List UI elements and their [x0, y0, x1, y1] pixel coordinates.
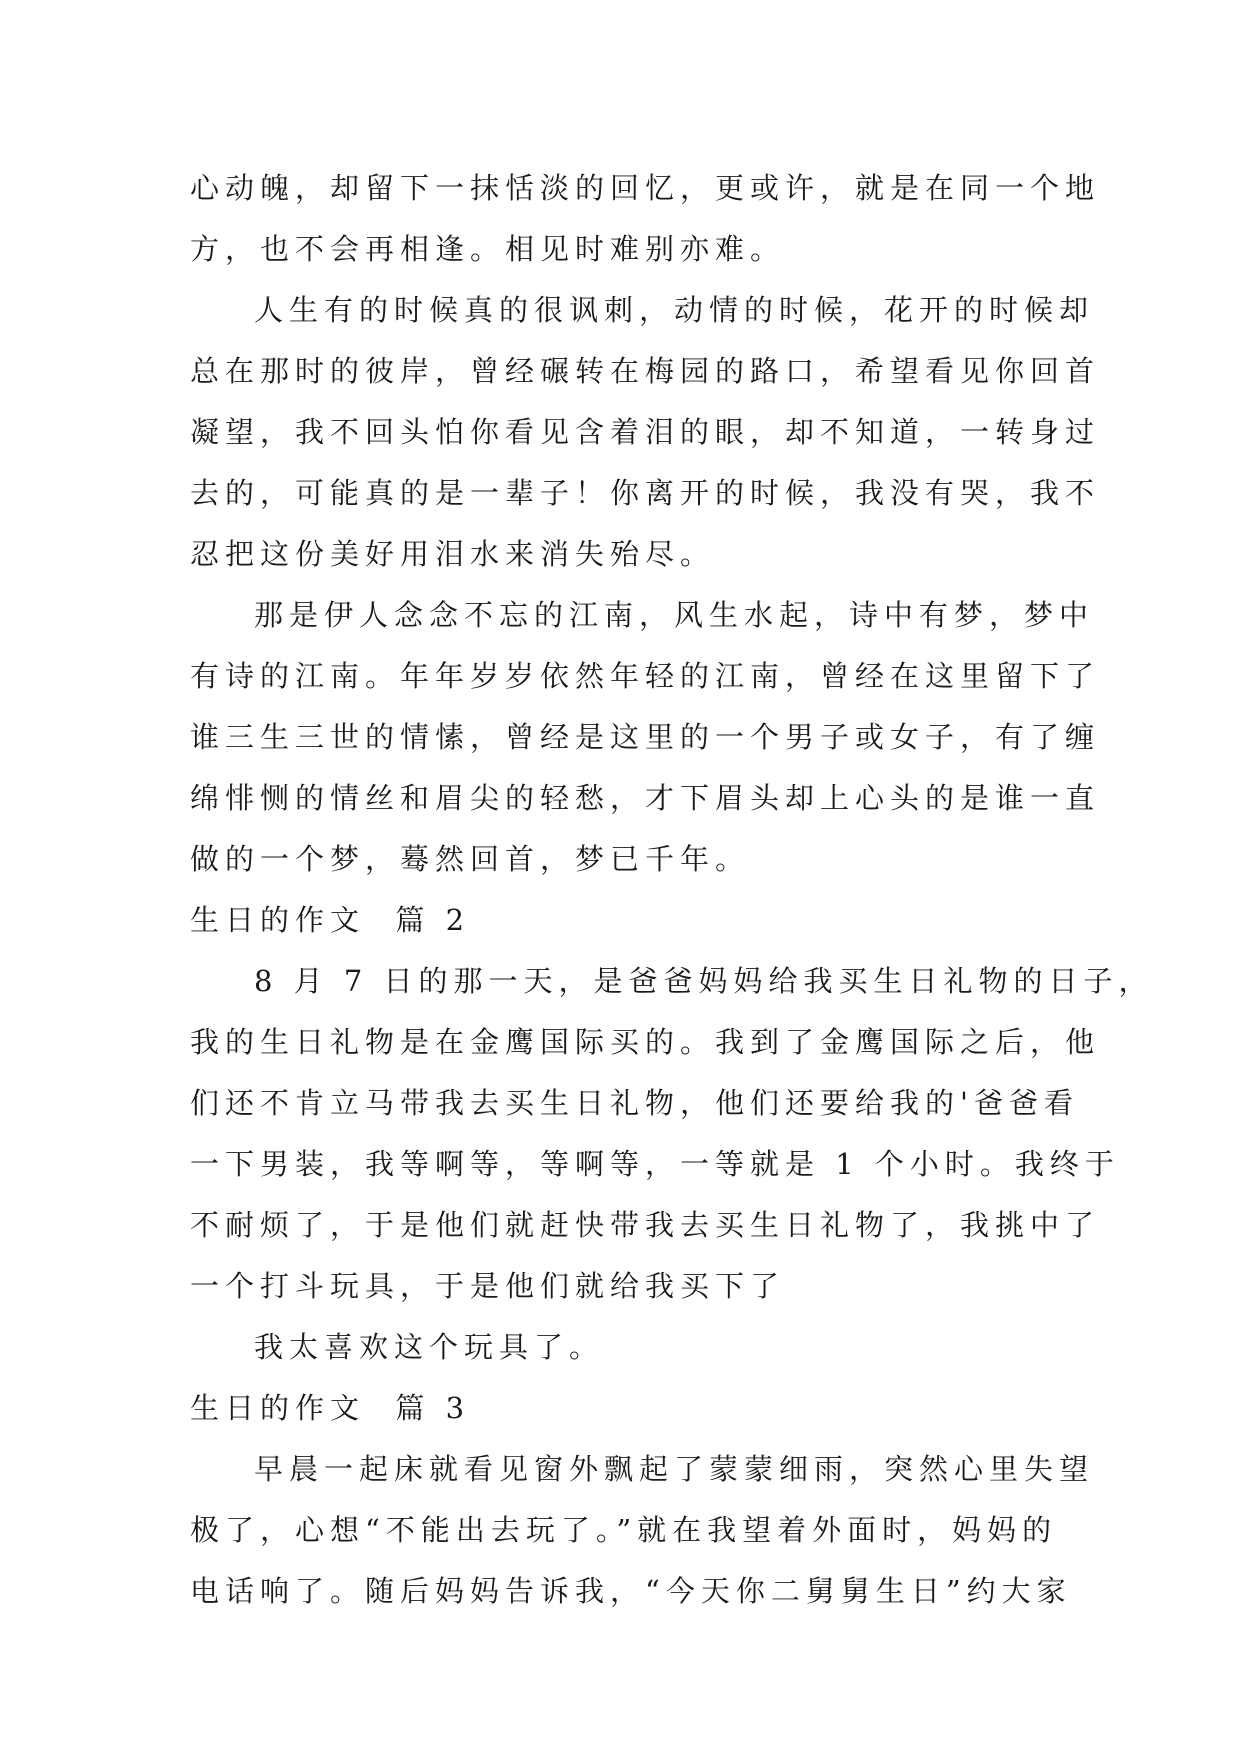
document-body [190, 158, 1154, 1622]
section-heading [190, 890, 1050, 951]
text-line: 们还不肯立马带我去买生日礼物，他们还要给我的'爸爸看 [190, 1086, 1079, 1120]
text-line: 电话响了。随后妈妈告诉我，“今天你二舅舅生日”约大家 [190, 1574, 1072, 1608]
text-line: 那是伊人念念不忘的江南，风生水起，诗中有梦，梦中 [254, 598, 1095, 632]
text-line: 一下男装，我等啊等，等啊等，一等就是 1 个小时。我终于 [190, 1147, 1120, 1181]
text-line: 凝望，我不回头怕你看见含着泪的眼，却不知道，一转身过 [190, 415, 1101, 449]
paragraph [190, 280, 1101, 585]
paragraph-continued [190, 158, 1101, 280]
text-line: 8 月 7 日的那一天，是爸爸妈妈给我买生日礼物的日子， [254, 964, 1154, 998]
paragraph [190, 951, 1154, 1317]
text-line: 一个打斗玩具，于是他们就给我买下了 [190, 1269, 786, 1303]
text-line: 绵悱恻的情丝和眉尖的轻愁，才下眉头却上心头的是谁一直 [190, 781, 1101, 815]
text-line: 忍把这份美好用泪水来消失殆尽。 [190, 537, 716, 571]
heading-text: 生日的作文 篇 2 [190, 903, 471, 937]
text-line: 方，也不会再相逢。相见时难别亦难。 [190, 232, 786, 266]
text-line: 做的一个梦，蓦然回首，梦已千年。 [190, 842, 751, 876]
text-line: 我的生日礼物是在金鹰国际买的。我到了金鹰国际之后，他 [190, 1025, 1101, 1059]
text-line: 有诗的江南。年年岁岁依然年轻的江南，曾经在这里留下了 [190, 659, 1101, 693]
text-line: 心动魄，却留下一抹恬淡的回忆，更或许，就是在同一个地 [190, 171, 1101, 205]
paragraph [190, 1317, 1050, 1378]
paragraph [190, 1439, 1095, 1622]
paragraph [190, 585, 1101, 890]
text-line: 不耐烦了，于是他们就赶快带我去买生日礼物了，我挑中了 [190, 1208, 1101, 1242]
text-line: 人生有的时候真的很讽刺，动情的时候，花开的时候却 [254, 293, 1095, 327]
text-line: 去的，可能真的是一辈子！你离开的时候，我没有哭，我不 [190, 476, 1101, 510]
text-line: 总在那时的彼岸，曾经碾转在梅园的路口，希望看见你回首 [190, 354, 1101, 388]
heading-text: 生日的作文 篇 3 [190, 1391, 471, 1425]
text-line: 早晨一起床就看见窗外飘起了蒙蒙细雨，突然心里失望 [254, 1452, 1095, 1486]
text-line: 谁三生三世的情愫，曾经是这里的一个男子或女子，有了缠 [190, 720, 1101, 754]
text-line: 我太喜欢这个玩具了。 [254, 1330, 605, 1364]
section-heading [190, 1378, 1050, 1439]
text-line: 极了，心想“不能出去玩了。”就在我望着外面时，妈妈的 [190, 1513, 1058, 1547]
